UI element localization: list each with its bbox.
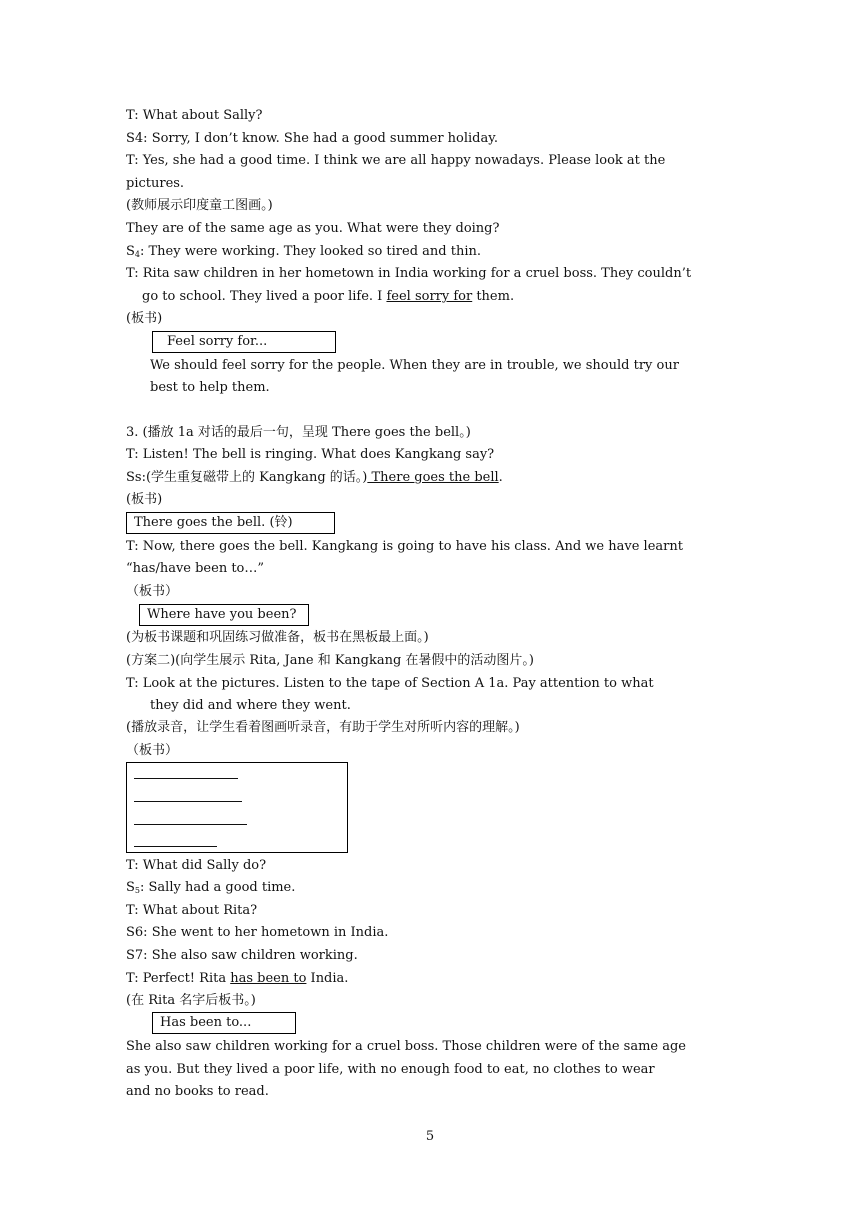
dialogue-line: T: Listen! The bell is ringing. What does Kangkang say?: [126, 447, 495, 462]
board-note-label: (板书): [126, 311, 163, 326]
paragraph-line: and no books to read.: [126, 1084, 269, 1099]
board-box: [139, 604, 309, 626]
dialogue-line: [126, 470, 503, 486]
dialogue-line: T: What about Sally?: [126, 108, 263, 123]
board-note-label: （板书）: [126, 743, 179, 758]
line-text: : Sally had a good time.: [140, 880, 296, 895]
board-box-text: Feel sorry for...: [167, 334, 268, 349]
paragraph-line: She also saw children working for a cruel boss. Those children were of the same age: [126, 1039, 686, 1054]
key-phrase: feel sorry for: [386, 289, 473, 304]
board-box: [152, 331, 336, 353]
board-box-text: There goes the bell. (铃): [134, 515, 293, 530]
board-box-text: Has been to...: [160, 1015, 252, 1030]
dialogue-line: [126, 880, 295, 899]
line-text: them.: [472, 289, 515, 304]
step-heading: 3. (播放 1a 对话的最后一句，呈现 There goes the bell。): [126, 425, 471, 440]
fill-blank: [134, 813, 247, 825]
dialogue-line: T: Yes, she had a good time. I think we are all happy nowadays. Please look at the: [126, 153, 666, 168]
speaker-subscript: 4: [134, 250, 140, 259]
dialogue-line: “has/have been to…”: [126, 561, 265, 576]
board-table-row: [134, 790, 242, 807]
paragraph-line: best to help them.: [150, 380, 270, 395]
dialogue-line: T: Now, there goes the bell. Kangkang is going to have his class. And we have learnt: [126, 539, 683, 554]
dialogue-line: S4: Sorry, I don’t know. She had a good summer holiday.: [126, 131, 499, 146]
key-phrase: There goes the bell: [367, 470, 499, 485]
dialogue-line: T: Rita saw children in her hometown in India working for a cruel boss. They couldn’t: [126, 266, 692, 281]
fill-blank: [134, 767, 238, 779]
dialogue-line: pictures.: [126, 176, 185, 191]
teacher-note: (方案二)(向学生展示 Rita, Jane 和 Kangkang 在暑假中的活动图片。): [126, 653, 535, 668]
line-text: : They were working. They looked so tired and thin.: [140, 244, 482, 259]
board-box: [126, 512, 335, 534]
line-text: .: [498, 470, 503, 485]
teacher-note: (为板书课题和巩固练习做准备，板书在黑板最上面。): [126, 630, 429, 645]
dialogue-line: [126, 971, 348, 987]
dialogue-line: [126, 244, 481, 263]
dialogue-line: They are of the same age as you. What were they doing?: [126, 221, 500, 236]
page-number: 5: [425, 1129, 435, 1144]
board-box: [152, 1012, 296, 1034]
speaker-label: S: [126, 244, 135, 259]
dialogue-line: T: Look at the pictures. Listen to the tape of Section A 1a. Pay attention to what: [126, 676, 654, 691]
speaker-subscript: 5: [134, 886, 140, 895]
paragraph-line: as you. But they lived a poor life, with no enough food to eat, no clothes to wear: [126, 1062, 655, 1077]
dialogue-line: S6: She went to her hometown in India.: [126, 925, 389, 940]
board-note-label: (板书): [126, 492, 163, 507]
board-table-row: [134, 813, 247, 830]
teacher-note: (播放录音，让学生看着图画听录音，有助于学生对所听内容的理解。): [126, 720, 520, 735]
dialogue-line: T: What about Rita?: [126, 903, 258, 918]
fill-blank: [134, 835, 217, 847]
fill-blank: [134, 790, 242, 802]
board-table-row: [134, 767, 238, 784]
teacher-note: (在 Rita 名字后板书。): [126, 993, 256, 1008]
line-text: go to school. They lived a poor life. I: [142, 289, 387, 304]
paragraph-line: We should feel sorry for the people. When they are in trouble, we should try our: [150, 358, 679, 373]
board-note-label: （板书）: [126, 584, 179, 599]
dialogue-line: [142, 289, 514, 305]
line-text: Ss:(学生重复磁带上的 Kangkang 的话。): [126, 470, 368, 485]
dialogue-line: T: What did Sally do?: [126, 858, 267, 873]
key-phrase: has been to: [230, 971, 307, 986]
board-table: [126, 762, 348, 853]
dialogue-line: S7: She also saw children working.: [126, 948, 358, 963]
line-text: T: Perfect! Rita: [126, 971, 231, 986]
line-text: India.: [306, 971, 349, 986]
teacher-note: (教师展示印度童工图画。): [126, 198, 273, 213]
board-table-row: [134, 835, 217, 852]
dialogue-line: they did and where they went.: [150, 698, 351, 713]
speaker-label: S: [126, 880, 135, 895]
board-box-text: Where have you been?: [147, 607, 297, 622]
